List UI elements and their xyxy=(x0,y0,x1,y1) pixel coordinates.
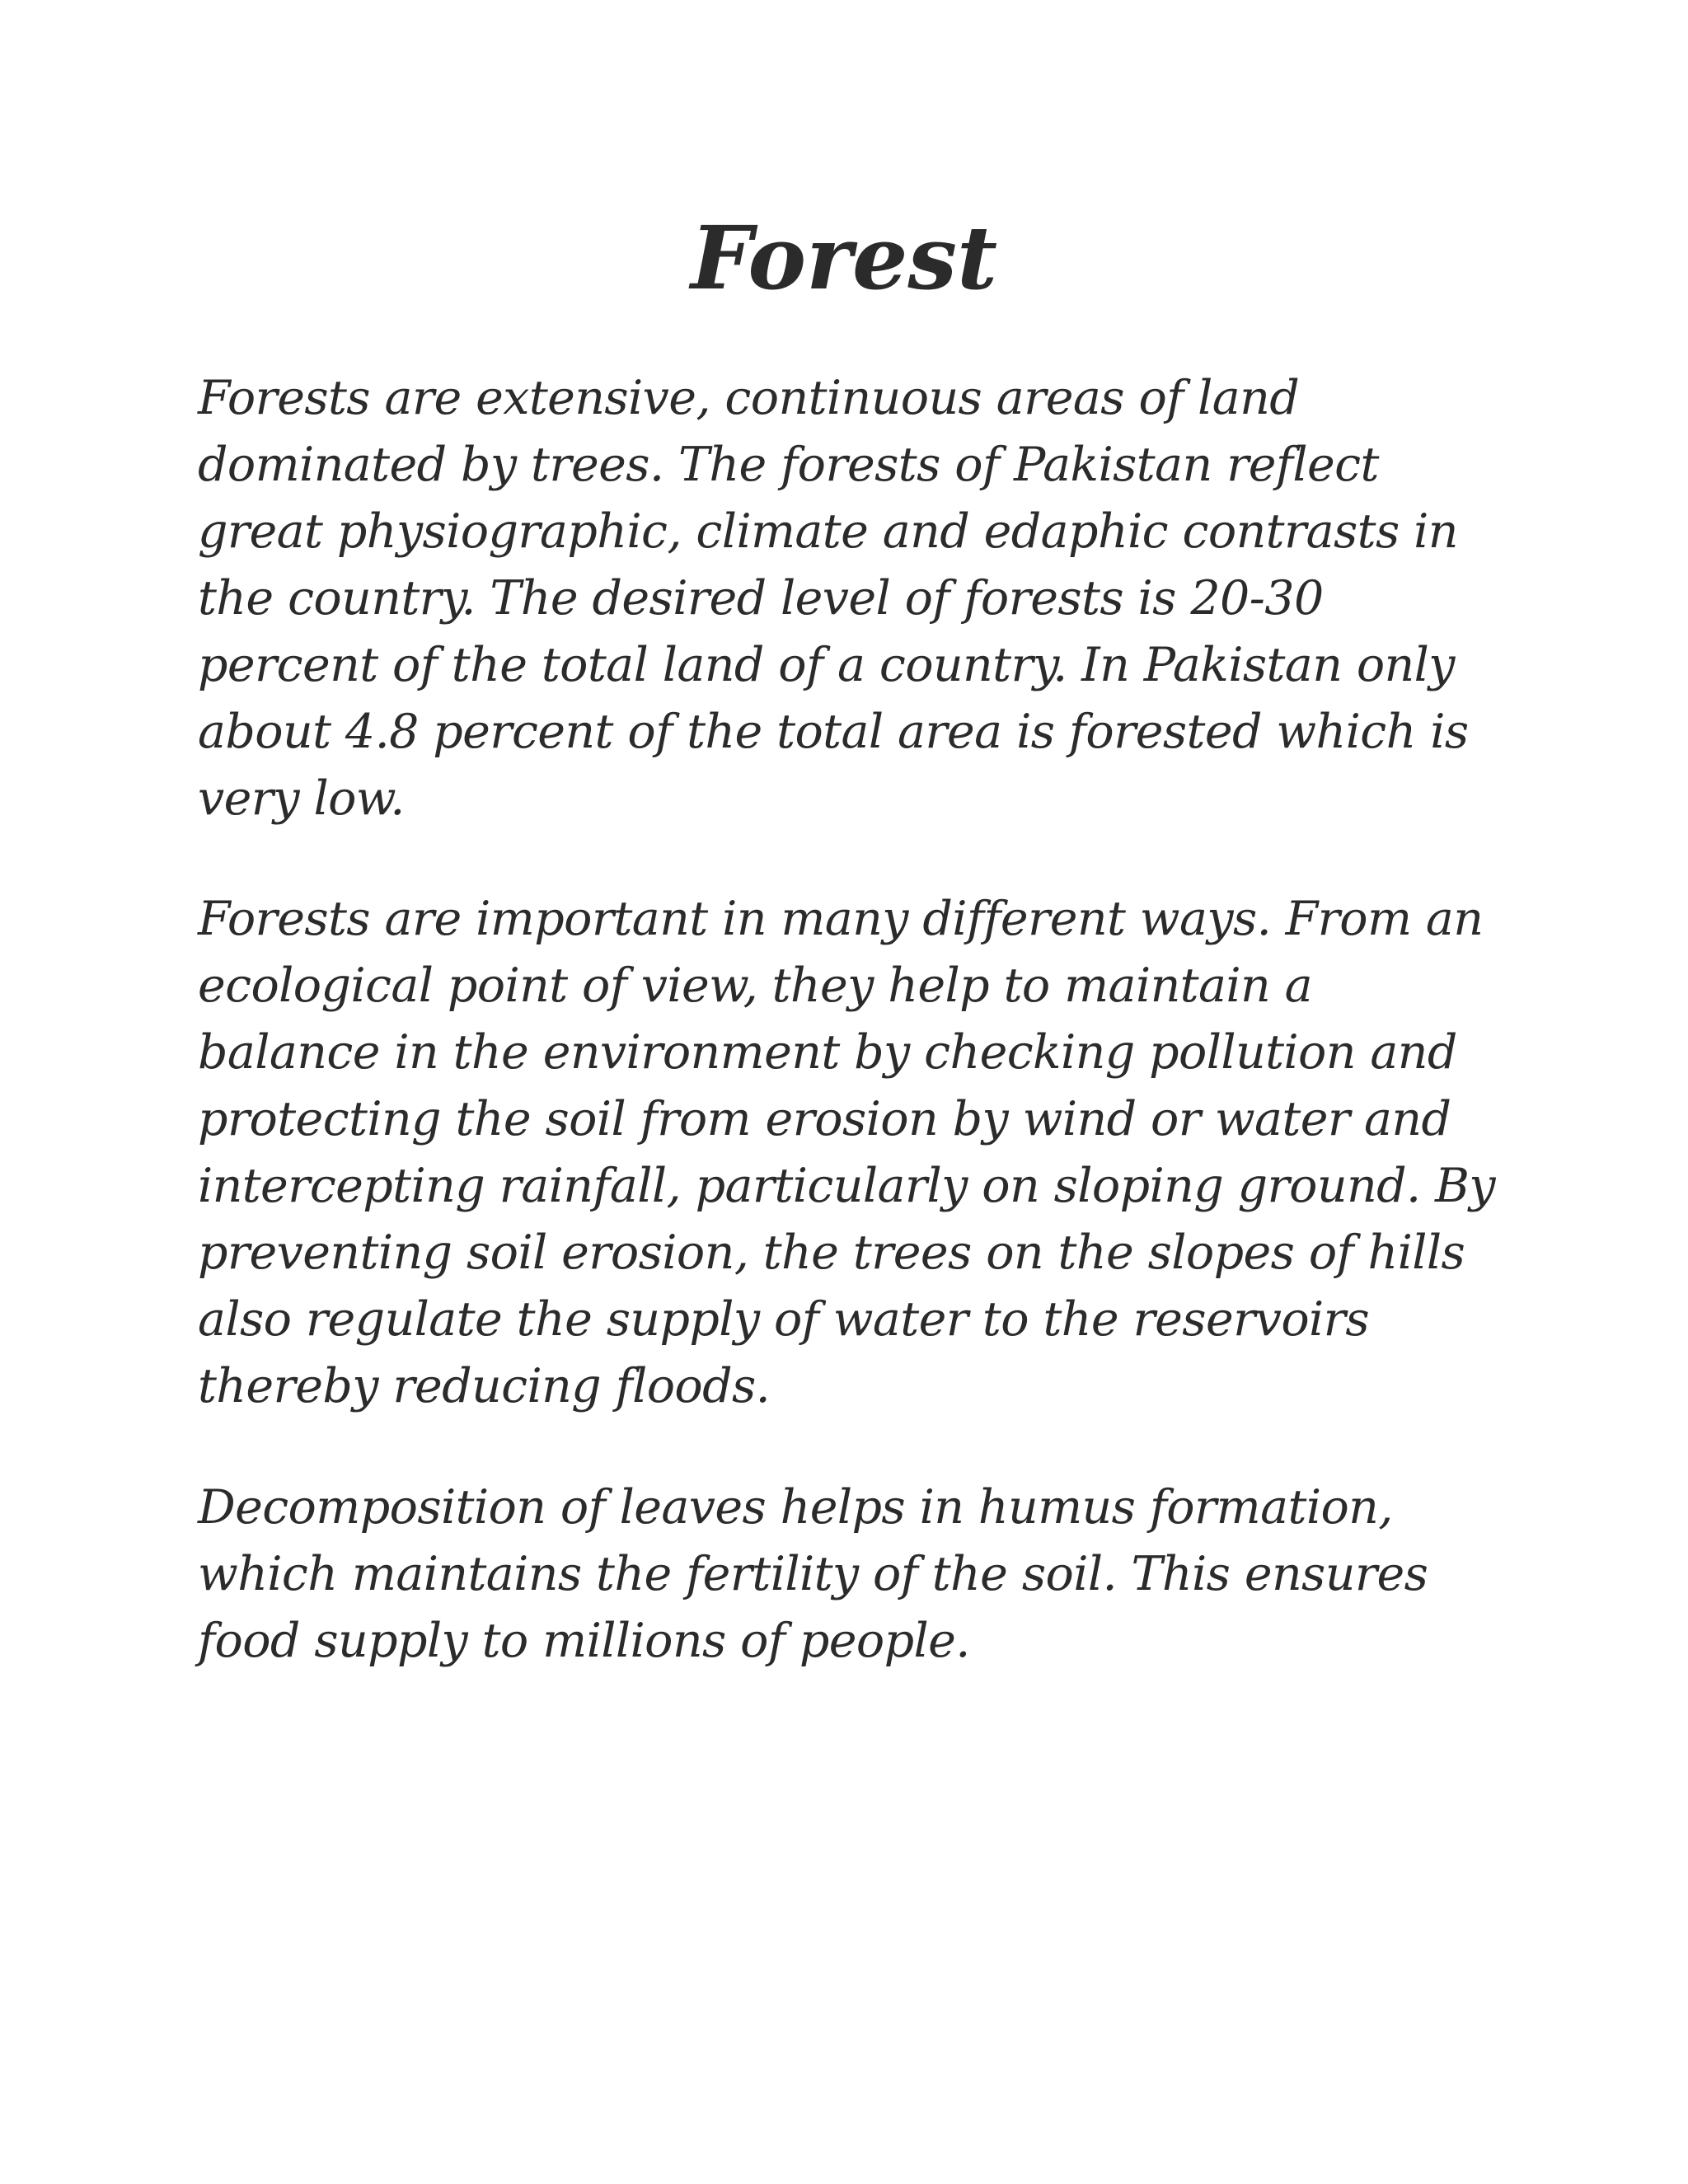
page-title: Forest xyxy=(690,206,998,309)
paragraph-decomposition: Decomposition of leaves helps in humus formation, which maintains the fertility of the soil. This ensures food supply to millions of people. xyxy=(198,1480,1428,1668)
paragraph-definition: Forests are extensive, continuous areas of land dominated by trees. The forests of Pakistan reflect great physiographic, climate and edaphic contrasts in the country. The desired level of forests is 20-30 percent of the total land of a country. In Pakistan only about 4.8 percent of the total area is forested which is very low. xyxy=(198,371,1469,826)
paragraph-importance: Forests are important in many different ways. From an ecological point of view, they help to maintain a balance in the environment by checking pollution and protecting the soil from erosion by wind or water and intercepting rainfall, particularly on sloping ground. By preventing soil erosion, the trees on the slopes of hills also regulate the supply of water to the reservoirs thereby reducing floods. xyxy=(198,892,1495,1413)
